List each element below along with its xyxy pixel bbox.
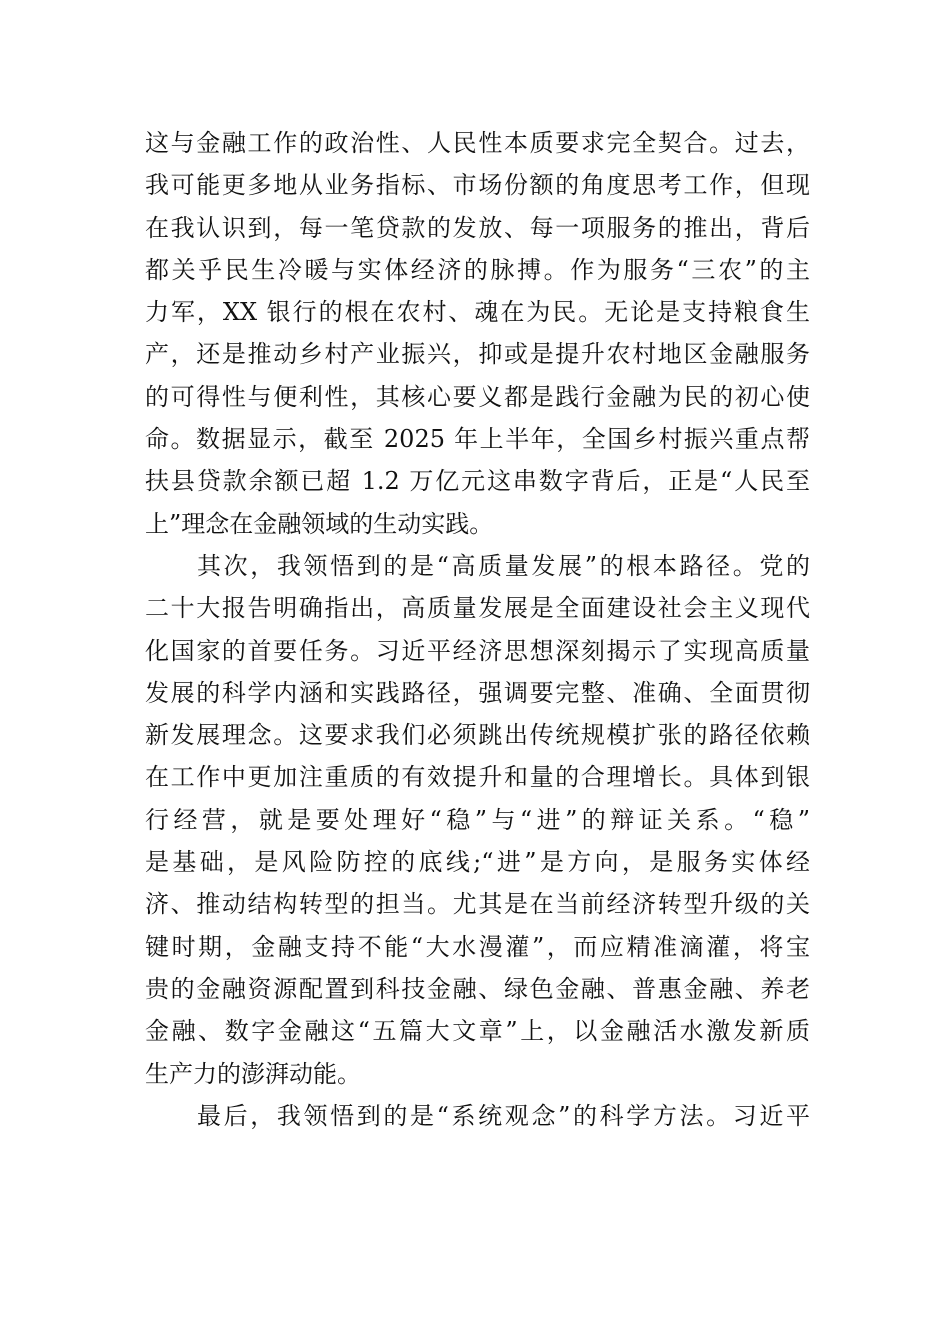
text-line: 新发展理念。这要求我们必须跳出传统规模扩张的路径依赖 [145, 721, 810, 750]
paragraph-start-line: 最后，我领悟到的是“系统观念”的科学方法。习近平 [197, 1101, 810, 1130]
paragraph-end-line: 生产力的澎湃动能。 [145, 1059, 361, 1088]
text-line: 命。数据显示，截至 2025 年上半年，全国乡村振兴重点帮 [145, 425, 810, 454]
text-line: 是基础，是风险防控的底线;“进”是方向，是服务实体经 [145, 848, 810, 877]
text-line: 在工作中更加注重质的有效提升和量的合理增长。具体到银 [145, 763, 810, 792]
text-line: 的可得性与便利性，其核心要义都是践行金融为民的初心使 [145, 382, 810, 411]
text-line: 金融、数字金融这“五篇大文章”上，以金融活水激发新质 [145, 1017, 810, 1046]
text-line: 产，还是推动乡村产业振兴，抑或是提升农村地区金融服务 [145, 340, 810, 369]
text-line: 行经营，就是要处理好“稳”与“进”的辩证关系。“稳” [145, 805, 810, 834]
text-line: 化国家的首要任务。习近平经济思想深刻揭示了实现高质量 [145, 636, 810, 665]
text-line: 扶县贷款余额已超 1.2 万亿元这串数字背后，正是“人民至 [145, 467, 810, 496]
text-line: 都关乎民生冷暖与实体经济的脉搏。作为服务“三农”的主 [145, 255, 810, 284]
text-line: 键时期，金融支持不能“大水漫灌”，而应精准滴灌，将宝 [145, 932, 810, 961]
text-line: 在我认识到，每一笔贷款的发放、每一项服务的推出，背后 [145, 213, 810, 242]
text-line: 发展的科学内涵和实践路径，强调要完整、准确、全面贯彻 [145, 678, 810, 707]
text-line: 我可能更多地从业务指标、市场份额的角度思考工作，但现 [145, 171, 810, 200]
paragraph-start-line: 其次，我领悟到的是“高质量发展”的根本路径。党的 [197, 551, 810, 580]
body-text [145, 122, 810, 1137]
text-line: 济、推动结构转型的担当。尤其是在当前经济转型升级的关 [145, 890, 810, 919]
text-line: 二十大报告明确指出，高质量发展是全面建设社会主义现代 [145, 594, 810, 623]
text-line: 这与金融工作的政治性、人民性本质要求完全契合。过去， [145, 129, 810, 157]
text-line: 力军，XX 银行的根在农村、魂在为民。无论是支持粮食生 [145, 298, 810, 327]
text-line: 贵的金融资源配置到科技金融、绿色金融、普惠金融、养老 [145, 974, 810, 1003]
paragraph-end-line: 上”理念在金融领域的生动实践。 [145, 509, 494, 538]
